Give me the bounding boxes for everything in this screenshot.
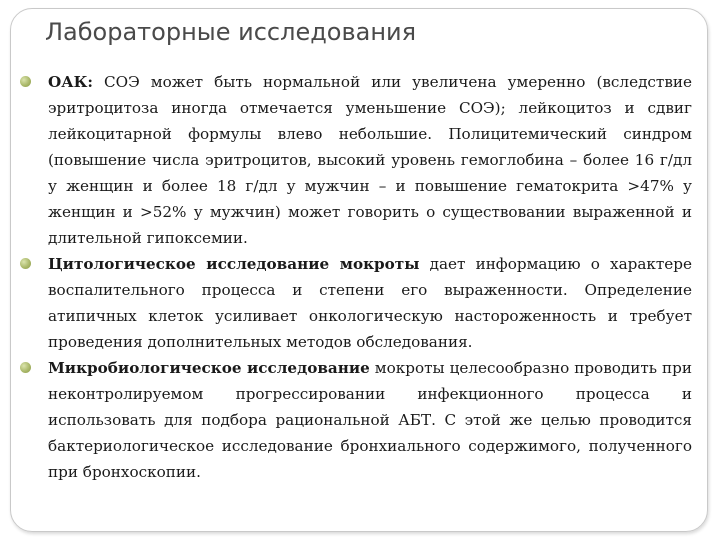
- bullet-list: [48, 69, 692, 485]
- bullet-item-heading: ОАК:: [48, 73, 94, 91]
- bullet-item-microbiology: [48, 355, 692, 485]
- bullet-item-heading: Микробиологическое исследование: [48, 359, 370, 377]
- bullet-item-text: СОЭ может быть нормальной или увеличена умеренно (вследствие эритроцитоза иногда отмечается уменьшение СОЭ); лейкоцитоз и сдвиг лейкоцитарной формулы влево небольшие. Полицитемический синдром (повышение числа эритроцитов, высокий уровень гемоглобина – более 16 г/дл у женщин и более 18 г/дл у мужчин – и повышение гематокрита >47% у женщин и >52% у мужчин) может говорить о существовании выраженной и длительной гипоксемии.: [48, 73, 692, 247]
- slide-title: Лабораторные исследования: [45, 18, 417, 46]
- bullet-marker-icon: [20, 76, 31, 87]
- bullet-item-oak: [48, 69, 692, 251]
- bullet-item-text: мокроты целесообразно проводить при неконтролируемом прогрессировании инфекционного процесса и использовать для подбора рациональной АБТ. С этой же целью проводится бактериологическое исследование бронхиального содержимого, полученного при бронхоскопии.: [48, 359, 692, 481]
- bullet-marker-icon: [20, 362, 31, 373]
- bullet-item-heading: Цитологическое исследование мокроты: [48, 255, 420, 273]
- bullet-marker-icon: [20, 258, 31, 269]
- bullet-item-cytology: [48, 251, 692, 355]
- bullet-item-text: дает информацию о характере воспалительного процесса и степени его выраженности. Определение атипичных клеток усиливает онкологическую настороженность и требует проведения дополнительных методов обследования.: [48, 255, 693, 351]
